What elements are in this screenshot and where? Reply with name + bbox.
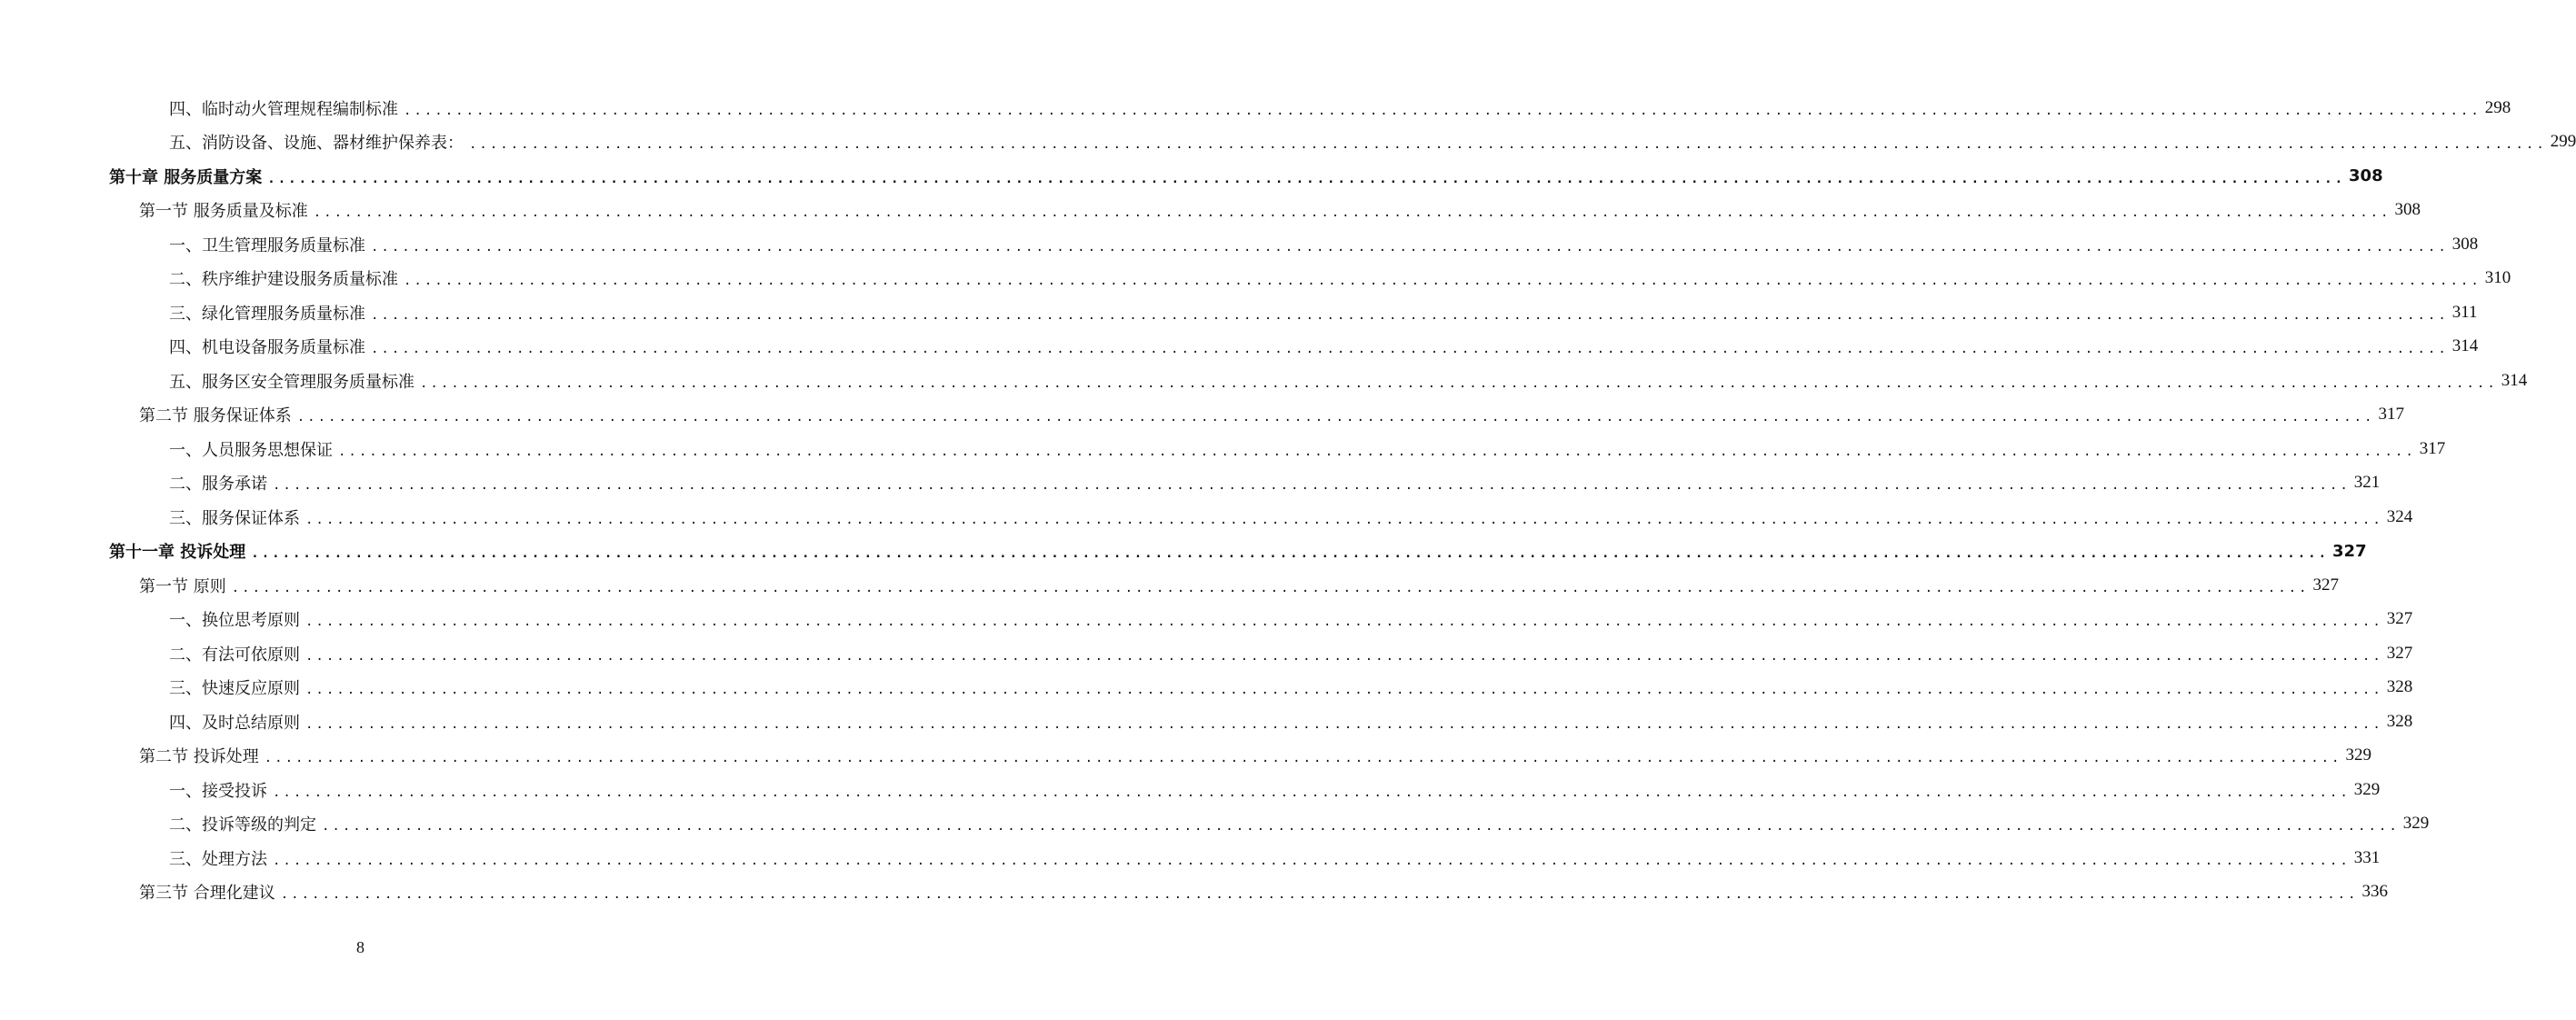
toc-entry-page: 308: [2451, 234, 2479, 254]
toc-dot-leader: ........................................................................................................................................................................................................: [305, 716, 2383, 732]
toc-subsection-entry[interactable]: [0, 705, 2413, 739]
toc-entry-page: 336: [2361, 882, 2388, 902]
toc-subsection-entry[interactable]: [0, 807, 2430, 842]
toc-dot-leader: ........................................................................................................................................................................................................: [371, 239, 2449, 255]
toc-entry-title: 第三节 合理化建议: [139, 884, 275, 904]
toc-subsection-entry[interactable]: [0, 330, 2479, 365]
toc-dot-leader: ........................................................................................................................................................................................................: [305, 512, 2383, 527]
toc-chapter-entry[interactable]: [0, 159, 2383, 194]
toc-subsection-entry[interactable]: [0, 500, 2413, 535]
toc-entry-title: 第一节 原则: [139, 576, 226, 596]
toc-subsection-entry[interactable]: [0, 125, 2576, 160]
toc-dot-leader: ........................................................................................................................................................................................................: [313, 205, 2391, 221]
toc-dot-leader: ........................................................................................................................................................................................................: [305, 615, 2383, 630]
toc-entry-title: 第二节 投诉处理: [139, 747, 259, 767]
toc-subsection-entry[interactable]: [0, 671, 2413, 705]
toc-dot-leader: ........................................................................................................................................................................................................: [371, 342, 2449, 357]
toc-subsection-entry[interactable]: [0, 262, 2511, 296]
toc-subsection-entry[interactable]: [0, 773, 2381, 807]
toc-entry-title: 二、服务承诺: [169, 475, 267, 495]
toc-entry-title: 第十章 服务质量方案: [109, 167, 263, 187]
toc-dot-leader: ........................................................................................................................................................................................................: [338, 444, 2416, 459]
toc-entry-page: 329: [2353, 779, 2381, 799]
toc-entry-title: 第十一章 投诉处理: [109, 543, 246, 563]
toc-entry-title: 四、机电设备服务质量标准: [169, 338, 365, 358]
toc-dot-leader: ........................................................................................................................................................................................................: [296, 410, 2375, 425]
toc-section-entry[interactable]: [0, 739, 2371, 774]
toc-section-entry[interactable]: [0, 568, 2339, 603]
toc-entry-page: 331: [2353, 847, 2381, 867]
toc-entry-title: 五、消防设备、设施、器材维护保养表：: [169, 134, 464, 154]
toc-entry-page: 317: [2378, 405, 2404, 425]
toc-subsection-entry[interactable]: [0, 466, 2381, 501]
toc-entry-page: 314: [2451, 336, 2479, 356]
toc-entry-title: 三、快速反应原则: [169, 679, 300, 699]
toc-subsection-entry[interactable]: [0, 841, 2381, 875]
toc-dot-leader: ........................................................................................................................................................................................................: [322, 819, 2400, 835]
toc-entry-title: 二、投诉等级的判定: [169, 815, 316, 835]
toc-entry-page: 308: [2394, 200, 2421, 220]
toc-entry-page: 328: [2386, 677, 2413, 697]
toc-entry-page: 308: [2349, 166, 2383, 186]
toc-subsection-entry[interactable]: [0, 295, 2478, 330]
toc-subsection-entry[interactable]: [0, 636, 2413, 671]
toc-entry-title: 三、处理方法: [169, 849, 267, 869]
toc-dot-leader: ........................................................................................................................................................................................................: [404, 103, 2481, 118]
toc-dot-leader: ........................................................................................................................................................................................................: [280, 887, 2359, 903]
toc-section-entry[interactable]: [0, 398, 2404, 433]
toc-entry-page: 329: [2402, 814, 2430, 834]
toc-subsection-entry[interactable]: [0, 432, 2446, 466]
toc-section-entry[interactable]: [0, 194, 2421, 228]
toc-dot-leader: ........................................................................................................................................................................................................: [264, 751, 2342, 766]
toc-entry-title: 一、接受投诉: [169, 781, 267, 801]
toc-entry-page: 310: [2484, 268, 2511, 288]
toc-dot-leader: ........................................................................................................................................................................................................: [305, 648, 2383, 664]
toc-entry-page: 314: [2501, 370, 2528, 390]
toc-entry-title: 三、服务保证体系: [169, 508, 300, 528]
toc-entry-page: 329: [2345, 745, 2371, 765]
toc-entry-page: 324: [2386, 506, 2413, 526]
toc-dot-leader: ........................................................................................................................................................................................................: [469, 137, 2547, 153]
toc-entry-page: 299: [2550, 132, 2576, 152]
toc-entry-title: 一、人员服务思想保证: [169, 440, 333, 460]
toc-entry-page: 327: [2332, 541, 2367, 561]
toc-entry-page: 327: [2386, 609, 2413, 629]
toc-entry-title: 四、临时动火管理规程编制标准: [169, 99, 398, 119]
toc-entry-title: 第二节 服务保证体系: [139, 406, 292, 426]
toc-entry-title: 二、有法可依原则: [169, 645, 300, 665]
toc-entry-title: 第一节 服务质量及标准: [139, 202, 308, 222]
toc-entry-page: 327: [2312, 575, 2339, 595]
toc-entry-title: 四、及时总结原则: [169, 713, 300, 733]
toc-entry-page: 328: [2386, 711, 2413, 731]
toc-dot-leader: ........................................................................................................................................................................................................: [251, 546, 2330, 562]
toc-entry-title: 五、服务区安全管理服务质量标准: [169, 372, 414, 392]
toc-dot-leader: ........................................................................................................................................................................................................: [267, 171, 2346, 186]
toc-subsection-entry[interactable]: [0, 364, 2528, 398]
table-of-contents: [0, 91, 2576, 909]
toc-dot-leader: ........................................................................................................................................................................................................: [231, 580, 2310, 595]
toc-entry-title: 三、绿化管理服务质量标准: [169, 304, 365, 324]
toc-entry-page: 317: [2419, 438, 2446, 458]
toc-entry-title: 一、卫生管理服务质量标准: [169, 235, 365, 255]
page-number: 8: [356, 938, 364, 956]
toc-entry-page: 298: [2484, 97, 2511, 117]
toc-dot-leader: ........................................................................................................................................................................................................: [371, 307, 2449, 323]
toc-entry-title: 一、换位思考原则: [169, 611, 300, 631]
toc-chapter-entry[interactable]: [0, 535, 2367, 569]
toc-subsection-entry[interactable]: [0, 603, 2413, 637]
toc-dot-leader: ........................................................................................................................................................................................................: [404, 274, 2481, 289]
toc-dot-leader: ........................................................................................................................................................................................................: [420, 375, 2498, 391]
toc-entry-title: 二、秩序维护建设服务质量标准: [169, 270, 398, 290]
toc-dot-leader: ........................................................................................................................................................................................................: [273, 853, 2351, 868]
toc-subsection-entry[interactable]: [0, 227, 2479, 262]
toc-subsection-entry[interactable]: [0, 91, 2511, 125]
toc-dot-leader: ........................................................................................................................................................................................................: [273, 478, 2351, 494]
toc-dot-leader: ........................................................................................................................................................................................................: [273, 785, 2351, 800]
toc-section-entry[interactable]: [0, 875, 2388, 910]
toc-entry-page: 311: [2451, 302, 2478, 322]
toc-entry-page: 327: [2386, 643, 2413, 663]
toc-entry-page: 321: [2353, 473, 2381, 493]
toc-dot-leader: ........................................................................................................................................................................................................: [305, 683, 2383, 698]
